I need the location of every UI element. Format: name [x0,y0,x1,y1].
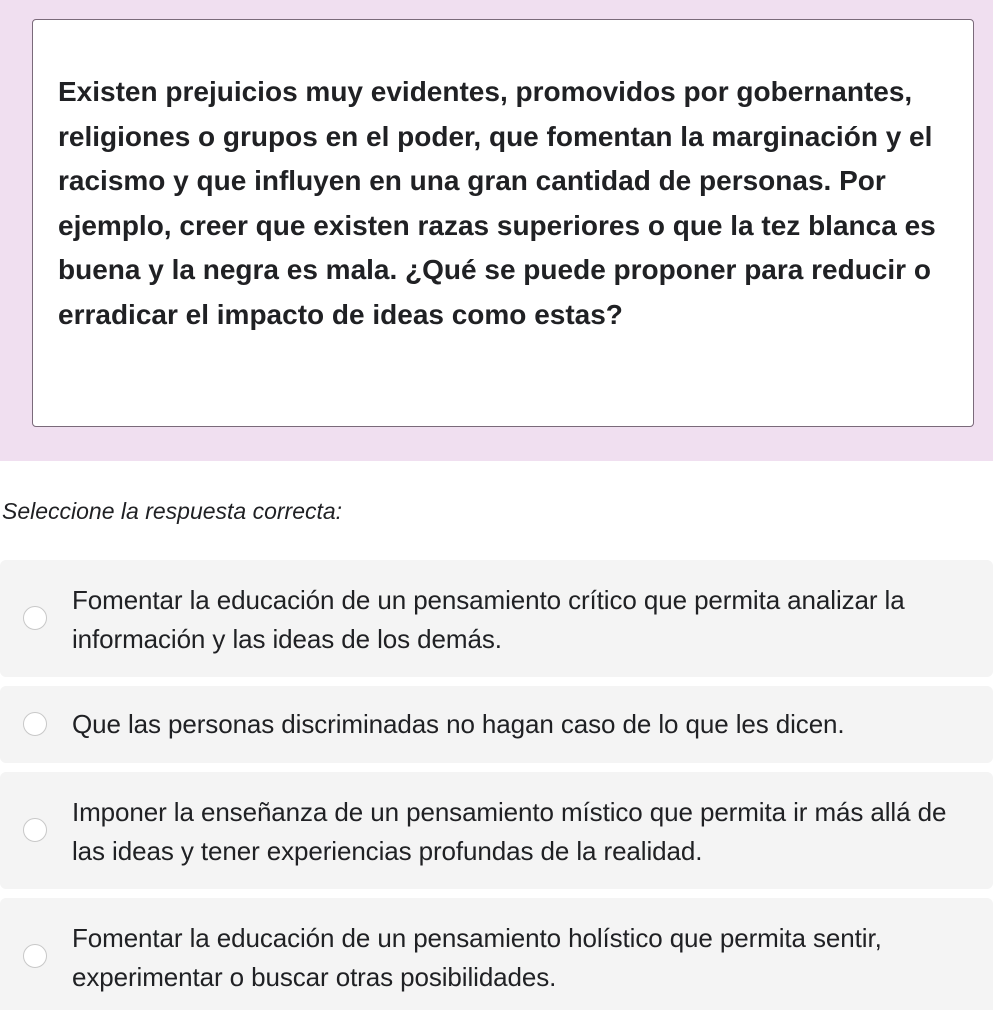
answer-option-3[interactable] [0,772,993,889]
answer-option-label: Imponer la enseñanza de un pensamiento místico que permita ir más allá de las ideas y tener experiencias profundas de la realidad. [72,797,947,866]
answer-option-1[interactable] [0,560,993,677]
answer-option-label: Fomentar la educación de un pensamiento crítico que permita analizar la información y las ideas de los demás. [72,585,905,654]
answer-option-label: Que las personas discriminadas no hagan caso de lo que les dicen. [72,709,845,739]
radio-button[interactable] [23,606,47,630]
question-card [32,19,974,427]
radio-button[interactable] [23,818,47,842]
question-panel [0,0,993,461]
answer-option-2[interactable] [0,686,993,763]
answer-option-label: Fomentar la educación de un pensamiento holístico que permita sentir, experimentar o buscar otras posibilidades. [72,923,882,992]
question-text: Existen prejuicios muy evidentes, promovidos por gobernantes, religiones o grupos en el poder, que fomentan la marginación y el racismo y que influyen en una gran cantidad de personas. Por ejemplo, creer que existen razas superiores o que la tez blanca es buena y la negra es mala. ¿Qué se puede proponer para reducir o erradicar el impacto de ideas como estas? [58,76,936,330]
radio-button[interactable] [23,944,47,968]
answer-instruction: Seleccione la respuesta correcta: [2,498,343,524]
radio-button[interactable] [23,712,47,736]
answer-option-4[interactable] [0,898,993,1010]
